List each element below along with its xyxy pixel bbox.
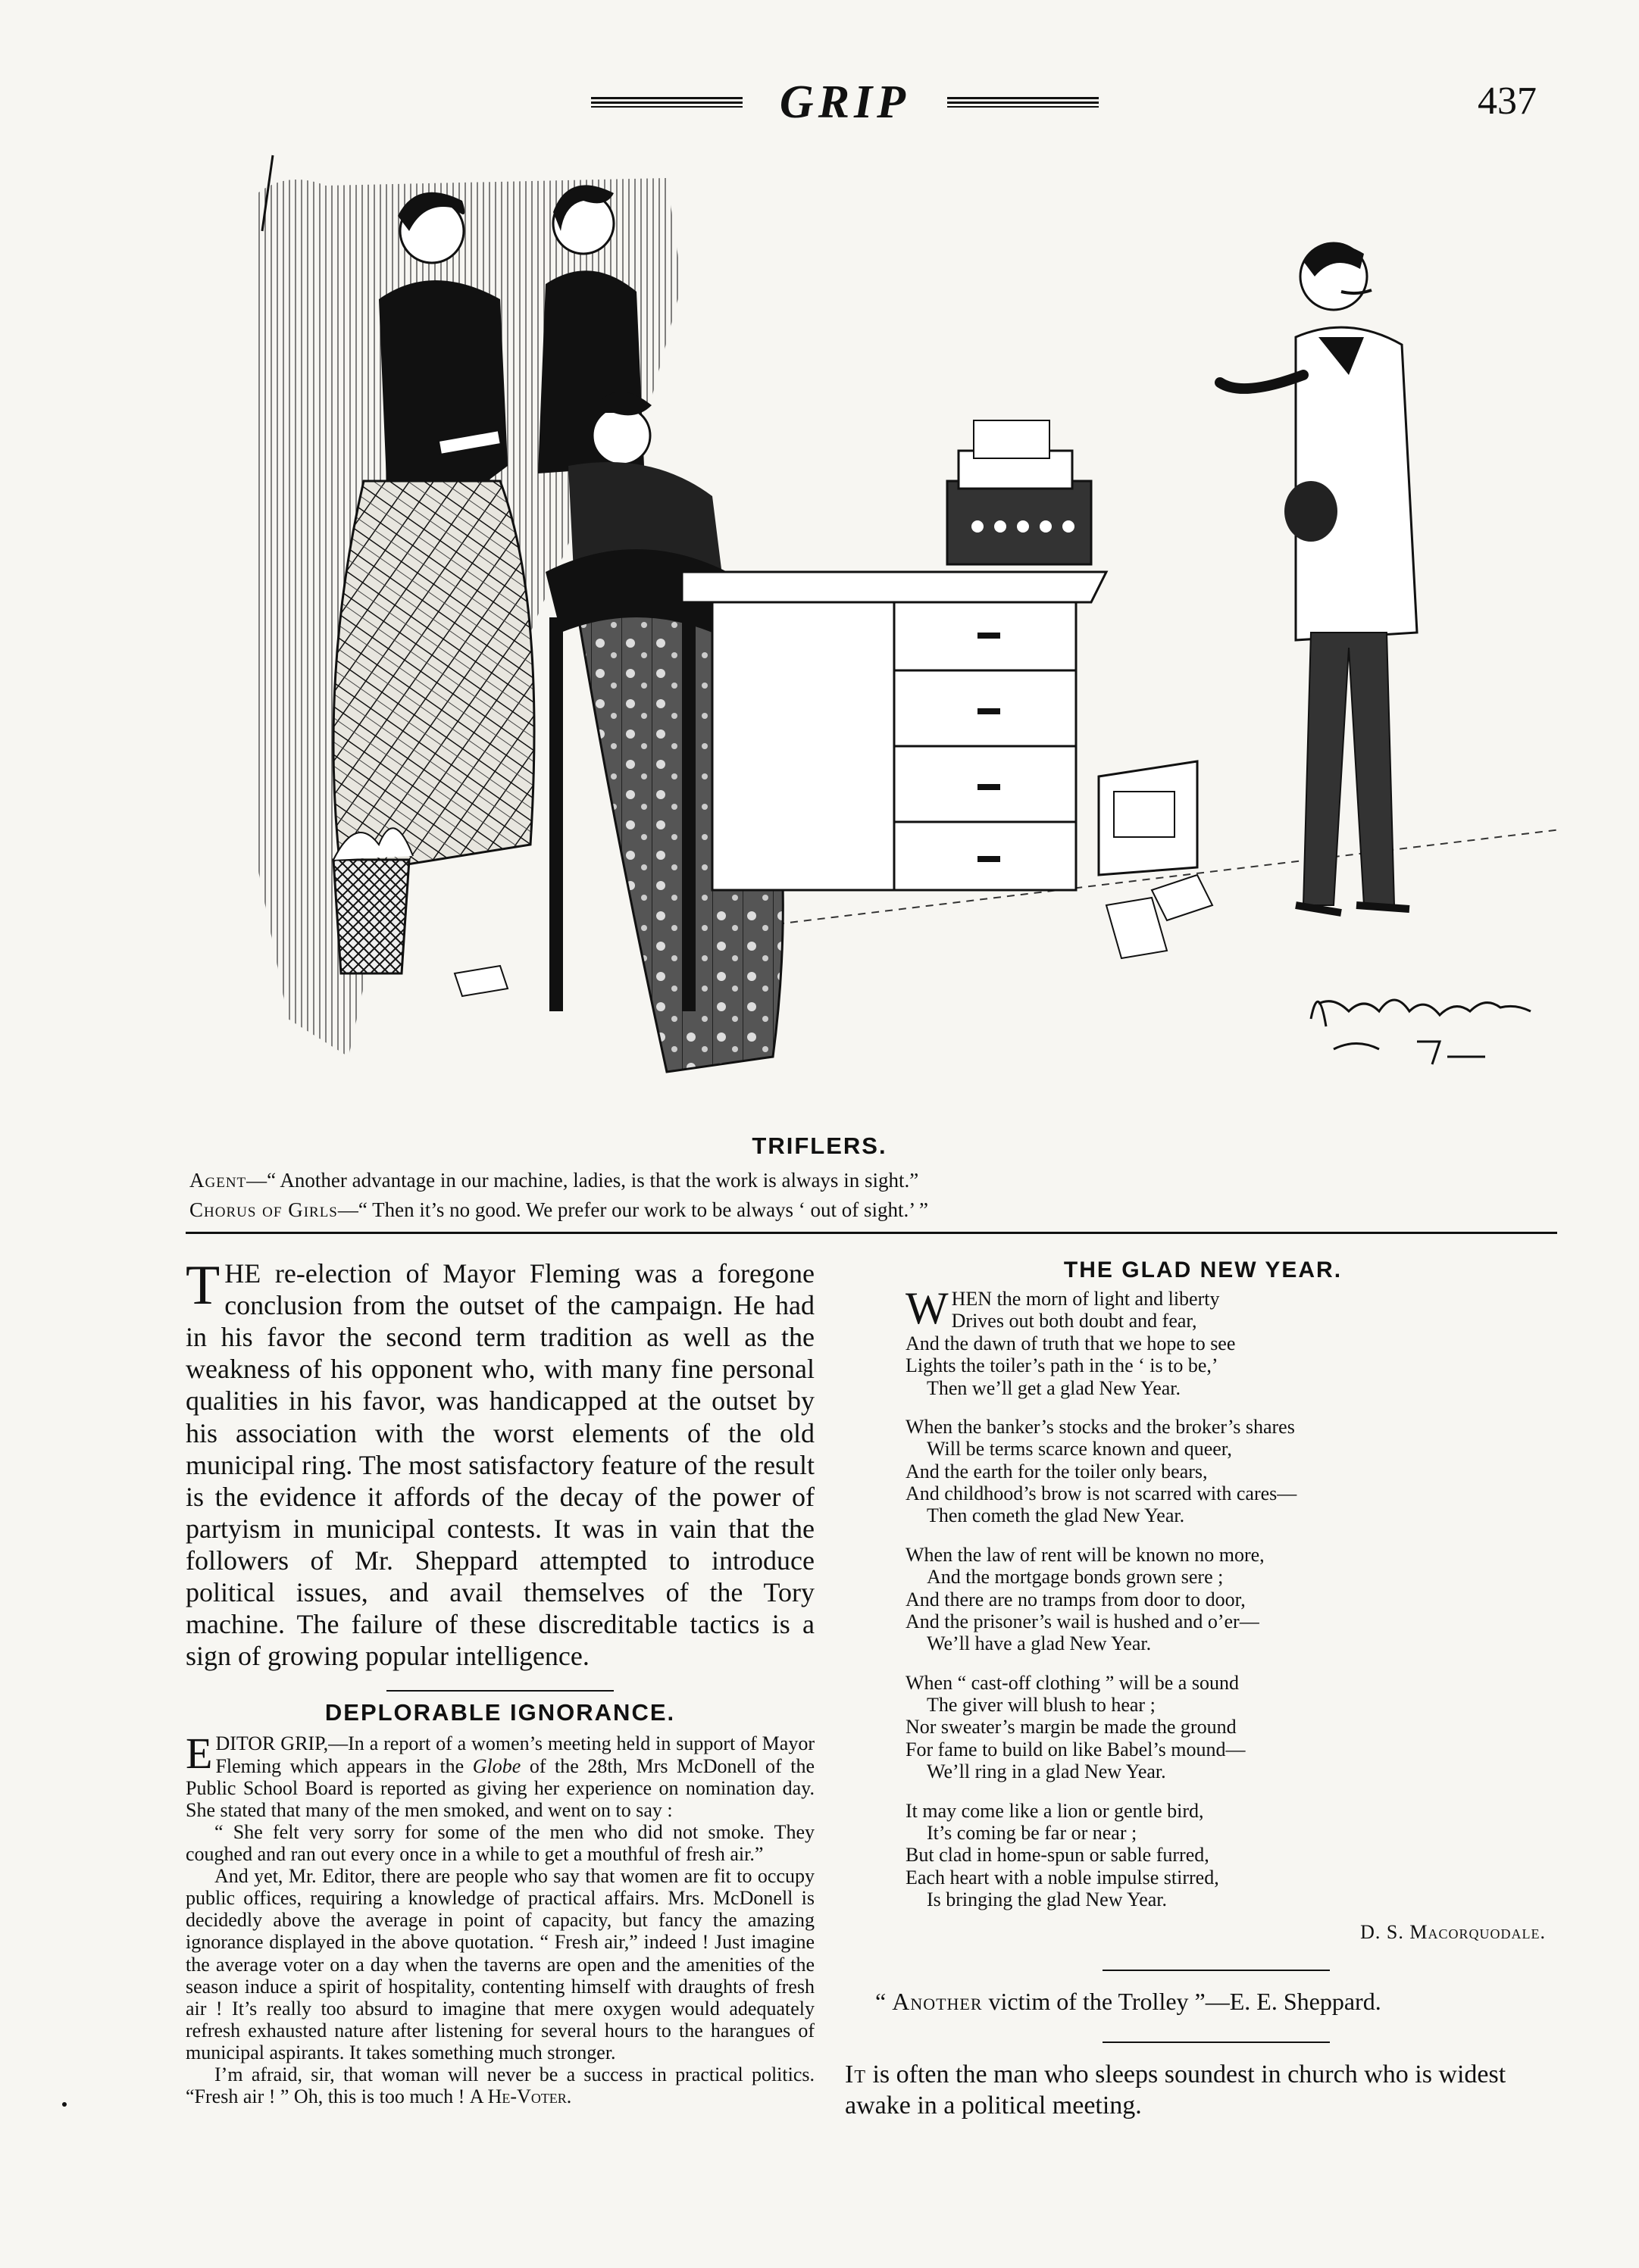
quote-rule-bottom xyxy=(1103,2042,1330,2043)
letter-body xyxy=(186,1729,815,2108)
poem-title: THE GLAD NEW YEAR. xyxy=(1063,1257,1343,1282)
poem-author: D. S. Macorquodale. xyxy=(1360,1921,1546,1944)
letter-p1a: DITOR GRIP,—In a report of a women’s meeting held in support of Mayor Fleming which appears in the xyxy=(215,1732,815,1777)
left-column xyxy=(186,1254,815,2108)
poem-line xyxy=(906,1354,1561,1376)
poem-line-text: And the prisoner’s wail is hushed and o’er— xyxy=(906,1610,1259,1632)
poem-line-text: When “ cast-off clothing ” will be a sound xyxy=(906,1671,1239,1694)
poem-line xyxy=(906,1332,1561,1354)
poem-line xyxy=(906,1822,1561,1844)
poem-line xyxy=(906,1888,1561,1910)
section-rule xyxy=(386,1690,614,1692)
editorial-paragraph xyxy=(186,1254,815,1672)
desk xyxy=(682,572,1106,890)
poem-line xyxy=(906,1738,1561,1760)
poem-line xyxy=(906,1800,1561,1822)
typewriter xyxy=(947,420,1091,564)
caption-agent-text: —“ Another advantage in our machine, ladies, is that the work is always in sight.” xyxy=(246,1169,919,1192)
poem-line-text: Then cometh the glad New Year. xyxy=(927,1504,1185,1527)
poem-line xyxy=(906,1716,1561,1738)
poem-line-text: We’ll have a glad New Year. xyxy=(927,1632,1152,1655)
poem-line-text: And the earth for the toiler only bears, xyxy=(906,1460,1208,1482)
caption-chorus-text: —“ Then it’s no good. We prefer our work to be always ‘ out of sight.’ ” xyxy=(337,1198,929,1221)
closing-paragraph xyxy=(845,2060,1561,2122)
letter-paragraph-1 xyxy=(186,1729,815,1821)
poem-stanza xyxy=(906,1544,1561,1655)
poem-line xyxy=(906,1377,1561,1399)
poem-line-text: Each heart with a noble impulse stirred, xyxy=(906,1866,1219,1888)
caption-separator-rule xyxy=(186,1232,1557,1234)
poem-line xyxy=(906,1867,1561,1888)
waste-basket xyxy=(333,828,413,973)
poem-line-text: Will be terms scarce known and queer, xyxy=(927,1438,1232,1460)
quote-lead: Another xyxy=(892,1988,983,2016)
poem-line-text: Drives out both doubt and fear, xyxy=(951,1310,1197,1332)
poem-line-text: HEN the morn of light and liberty xyxy=(951,1288,1220,1310)
masthead-rule-right xyxy=(947,97,1099,108)
poem-line-text: When the banker’s stocks and the broker’s shares xyxy=(906,1415,1295,1438)
letter-newspaper-name: Globe xyxy=(472,1754,521,1777)
editorial-text: HE re-election of Mayor Fleming was a foregone conclusion from the outset of the campaign. He had in his favor the second term tradition as well as the weakness of his opponent who, with many fine personal qualities in his favor, was handicapped at the outset by his association with the worst elements of the old municipal ring. The most satisfactory feature of the result is the evidence it affords of the decay of the power of partyism in municipal contests. It was in vain that the followers of Mr. Sheppard attempted to introduce political issues, and avail themselves of the Tory machine. The failure of these discreditable tactics is a sign of growing popular intelligence. xyxy=(186,1258,815,1672)
quote-open: “ xyxy=(875,1988,893,2016)
poem-line xyxy=(906,1589,1561,1610)
page-number: 437 xyxy=(1478,80,1537,123)
poem-line-text: It’s coming be far or near ; xyxy=(927,1821,1137,1844)
masthead-rule-left xyxy=(591,97,743,108)
agent-man xyxy=(1220,243,1417,913)
caption-chorus-line xyxy=(189,1198,1553,1222)
poem-body xyxy=(906,1283,1561,1910)
poem-line xyxy=(906,1610,1561,1632)
poem-line xyxy=(906,1844,1561,1866)
poem-line-text: When the law of rent will be known no more, xyxy=(906,1543,1265,1566)
poem-line-text: And the mortgage bonds grown sere ; xyxy=(927,1566,1224,1589)
poem-line xyxy=(906,1310,1561,1332)
letter-heading: DEPLORABLE IGNORANCE. xyxy=(324,1699,676,1726)
poem-line xyxy=(906,1504,1561,1526)
poem-line-text: And childhood’s brow is not scarred with cares— xyxy=(906,1482,1297,1504)
poem-stanza xyxy=(906,1416,1561,1527)
letter-p4: I’m afraid, sir, that woman will never be a success in practical politics. “Fresh air ! ” Oh, this is too much ! xyxy=(186,2063,815,2108)
poem-line xyxy=(906,1566,1561,1588)
closing-lead: It xyxy=(845,2060,866,2089)
poem-line xyxy=(906,1544,1561,1566)
editorial-dropcap: T xyxy=(186,1254,221,1317)
poem-line-text: Nor sweater’s margin be made the ground xyxy=(906,1716,1237,1738)
caption-agent-speaker: Agent xyxy=(189,1169,247,1192)
letter-dropcap: E xyxy=(186,1729,213,1779)
poem-line xyxy=(906,1460,1561,1482)
poem-line xyxy=(906,1482,1561,1504)
margin-dot xyxy=(62,2102,67,2107)
caption-chorus-speaker: Chorus of Girls xyxy=(189,1198,338,1221)
poem-line-text: For fame to build on like Babel’s mound— xyxy=(906,1738,1246,1760)
cartoon-illustration xyxy=(258,148,1561,1125)
masthead xyxy=(0,70,1639,130)
poem-line-text: It may come like a lion or gentle bird, xyxy=(906,1799,1204,1822)
right-column xyxy=(845,1257,1561,2122)
poem-line-text: Then we’ll get a glad New Year. xyxy=(927,1376,1181,1399)
poem-stanza xyxy=(906,1672,1561,1783)
trolley-quote xyxy=(875,1988,1561,2016)
poem-line-text: And there are no tramps from door to door, xyxy=(906,1588,1246,1610)
letter-signoff: A He-Voter. xyxy=(469,2085,572,2108)
masthead-title: GRIP xyxy=(779,77,911,128)
poem-line xyxy=(906,1416,1561,1438)
poem-stanza xyxy=(906,1283,1561,1399)
letter-p1b: of the 28th, Mrs McDonell of the Public School Board is reported as giving her experience on nomination day. She stated that many of the men smoked, and went on to say : xyxy=(186,1754,815,1821)
letter-paragraph-2: “ She felt very sorry for some of the men who did not smoke. They coughed and ran out every once in a while to get a mouthful of fresh air.” xyxy=(186,1820,815,1865)
poem-stanza xyxy=(906,1800,1561,1911)
artist-signature xyxy=(1311,1000,1531,1064)
poem-line-text: And the dawn of truth that we hope to see xyxy=(906,1332,1236,1354)
poem-dropcap: W xyxy=(906,1283,949,1333)
cartoon-drawing xyxy=(258,148,1561,1125)
letter-paragraph-4 xyxy=(186,2063,815,2107)
caption-agent-line xyxy=(189,1169,1553,1192)
poem-line xyxy=(906,1694,1561,1716)
poem-line-text: We’ll ring in a glad New Year. xyxy=(927,1760,1166,1783)
quote-text: victim of the Trolley ”—E. E. Sheppard. xyxy=(982,1988,1381,2016)
caption-title: TRIFLERS. xyxy=(752,1132,887,1159)
letter-paragraph-3: And yet, Mr. Editor, there are people who say that women are fit to occupy public offices, requiring a knowledge of practical affairs. Mrs. McDonell is decidedly above the average in point of capacity, but fancy the amazing ignorance displayed in the above quotation. “ Fresh air,” indeed ! Just imagine the average voter on a day when the taverns are open and the amenities of the season induce a spirit of hospitality, contenting himself with draughts of fresh air ! It’s really too absurd to imagine that mere oxygen would adequately refresh exhausted nature after listening for several hours to the harangues of municipal aspirants. It takes something much stronger. xyxy=(186,1865,815,2063)
quote-rule-top xyxy=(1103,1970,1330,1971)
poem-line xyxy=(906,1760,1561,1782)
poem-line-text: Lights the toiler’s path in the ‘ is to be,’ xyxy=(906,1354,1218,1377)
poem-line-text: But clad in home-spun or sable furred, xyxy=(906,1844,1209,1867)
poem-line xyxy=(906,1438,1561,1460)
poem-line xyxy=(906,1632,1561,1654)
closing-text: is often the man who sleeps soundest in church who is widest awake in a political meeting. xyxy=(845,2060,1506,2120)
poem-line-text: The giver will blush to hear ; xyxy=(927,1694,1156,1716)
poem-line xyxy=(906,1672,1561,1694)
poem-line-text: Is bringing the glad New Year. xyxy=(927,1888,1168,1910)
